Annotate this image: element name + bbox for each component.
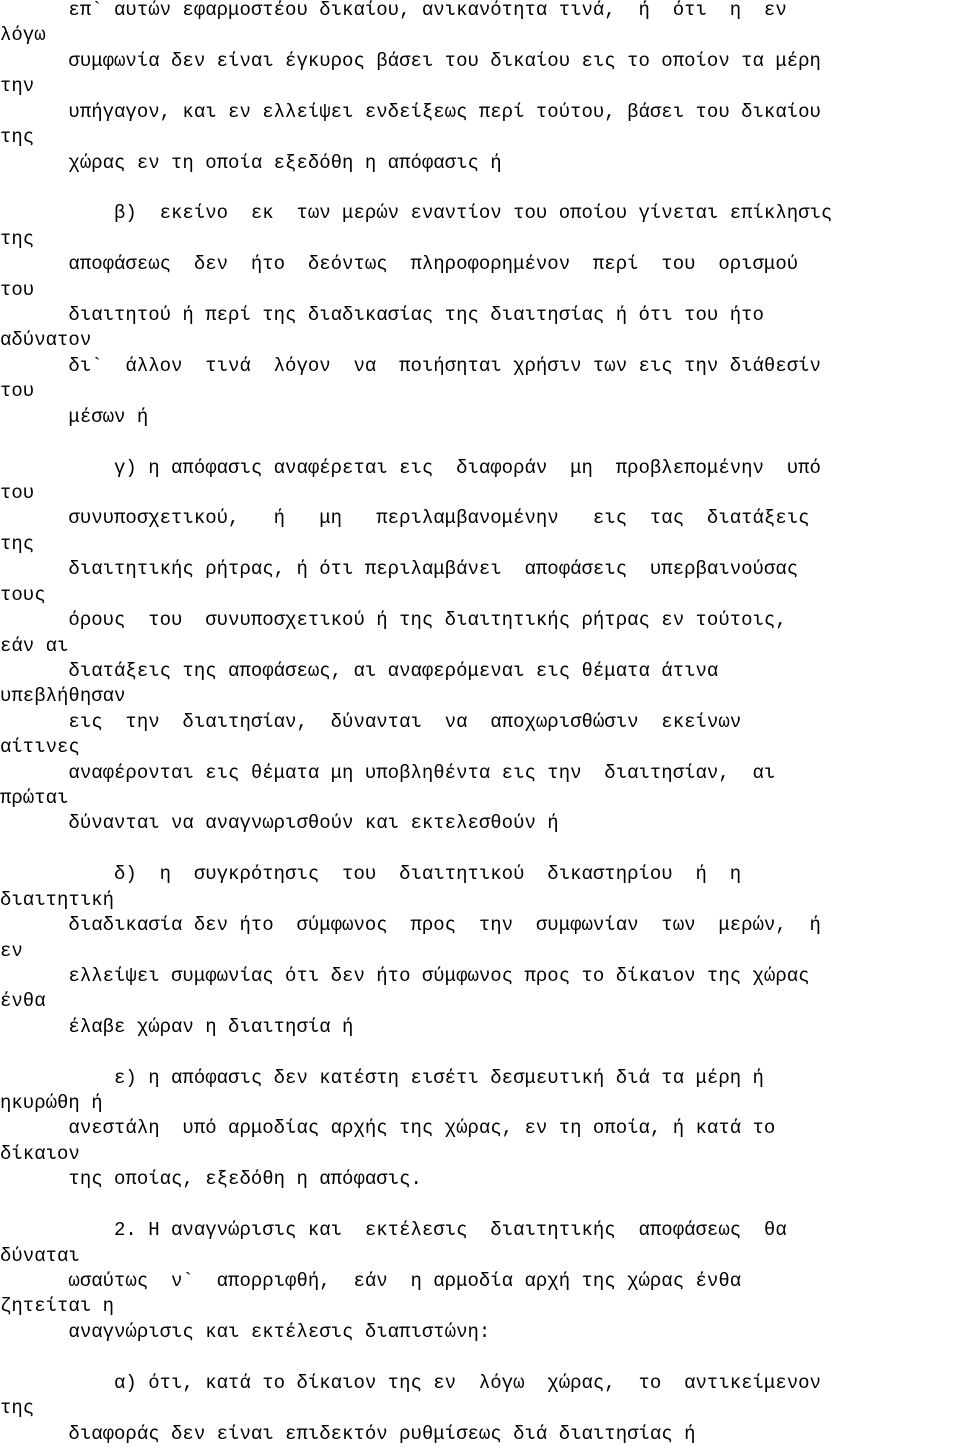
text-line: την [0,75,35,98]
text-line: ε) η απόφασις δεν κατέστη εισέτι δεσμευτική διά τα μέρη ή [0,1066,764,1089]
text-line: λόγω [0,24,46,47]
text-line: της [0,126,35,149]
text-line: όρους του συνυποσχετικού ή της διαιτητικής ρήτρας εν τούτοις, [0,609,787,632]
text-line [0,176,960,200]
text-line: δ) η συγκρότησις του διαιτητικού δικαστηρίου ή η [0,863,742,886]
text-line: διαιτητική [0,888,115,911]
text-line: 2. Η αναγνώρισις και εκτέλεσις διαιτητικής αποφάσεως θα [0,1219,787,1242]
text-line: της [0,1397,35,1420]
text-line: ηκυρώθη ή [0,1092,103,1115]
text-line [0,1345,960,1369]
text-line: της οποίας, εξεδόθη η απόφασις. [0,1168,422,1191]
text-line: διαιτητού ή περί της διαδικασίας της διαιτησίας ή ότι του ήτο [0,304,764,327]
text-line: εν [0,939,23,962]
text-line: αποφάσεως δεν ήτο δεόντως πληροφορημένον περί του ορισμού [0,253,799,276]
text-line: δι` άλλον τινά λόγον να ποιήσηται χρήσιν των εις την διάθεσίν [0,354,821,377]
text-line: ζητείται η [0,1295,115,1318]
text-line: του [0,380,35,403]
text-line: ωσαύτως ν` απορριφθή, εάν η αρμοδία αρχή της χώρας ένθα [0,1270,742,1292]
text-line: έλαβε χώραν η διαιτησία ή [0,1015,354,1038]
text-line: διαδικασία δεν ήτο σύμφωνος προς την συμφωνίαν των μερών, ή [0,914,821,937]
text-line: αδύνατον [0,329,92,352]
text-line: δύνανται να αναγνωρισθούν και εκτελεσθούν ή [0,812,559,835]
text-line: πρώται [0,787,69,810]
text-line: του [0,278,35,301]
text-line: δίκαιον [0,1142,80,1165]
text-line: συνυποσχετικού, ή μη περιλαμβανομένην εις τας διατάξεις [0,507,810,530]
text-line: της [0,532,35,555]
text-line: διαφοράς δεν είναι επιδεκτόν ρυθμίσεως διά διαιτησίας ή [0,1422,696,1445]
text-line: εις την διαιτησίαν, δύνανται να αποχωρισθώσιν εκείνων [0,710,742,733]
text-line [0,1040,960,1064]
text-line: εάν αι [0,634,69,657]
text-line: δύναται [0,1244,80,1267]
text-line: αίτινες [0,736,80,759]
text-line: α) ότι, κατά το δίκαιον της εν λόγω χώρας, το αντικείμενον [0,1371,821,1394]
text-line: διατάξεις της αποφάσεως, αι αναφερόμεναι εις θέματα άτινα [0,659,719,682]
text-line: γ) η απόφασις αναφέρεται εις διαφοράν μη προβλεπομένην υπό [0,456,821,479]
text-line: ανεστάλη υπό αρμοδίας αρχής της χώρας, εν τη οποία, ή κατά το [0,1117,776,1140]
text-line: αναγνώρισις και εκτέλεσις διαπιστώνη: [0,1320,491,1343]
text-line: διαιτητικής ρήτρας, ή ότι περιλαμβάνει αποφάσεις υπερβαινούσας [0,558,799,581]
text-line: επ` αυτών εφαρμοστέου δικαίου, ανικανότητα τινά, ή ότι η εν [0,0,787,21]
text-line [0,1193,960,1217]
text-line: αναφέρονται εις θέματα μη υποβληθέντα εις την διαιτησίαν, αι [0,761,776,784]
text-line: υπήγαγον, και εν ελλείψει ενδείξεως περί τούτου, βάσει του δικαίου [0,100,821,123]
text-line: ένθα [0,990,46,1013]
text-line [0,837,960,861]
text-line: συμφωνία δεν είναι έγκυρος βάσει του δικαίου εις το οποίον τα μέρη [0,49,821,72]
text-line: της [0,227,35,250]
text-line: του [0,481,35,504]
text-line: ελλείψει συμφωνίας ότι δεν ήτο σύμφωνος προς το δίκαιον της χώρας [0,964,810,987]
text-line: υπεβλήθησαν [0,685,126,708]
text-line: β) εκείνο εκ των μερών εναντίον του οποίου γίνεται επίκλησις [0,202,833,225]
text-line: μέσων ή [0,405,149,428]
text-line: τους [0,583,46,606]
text-line [0,430,960,454]
text-line: χώρας εν τη οποία εξεδόθη η απόφασις ή [0,151,502,174]
